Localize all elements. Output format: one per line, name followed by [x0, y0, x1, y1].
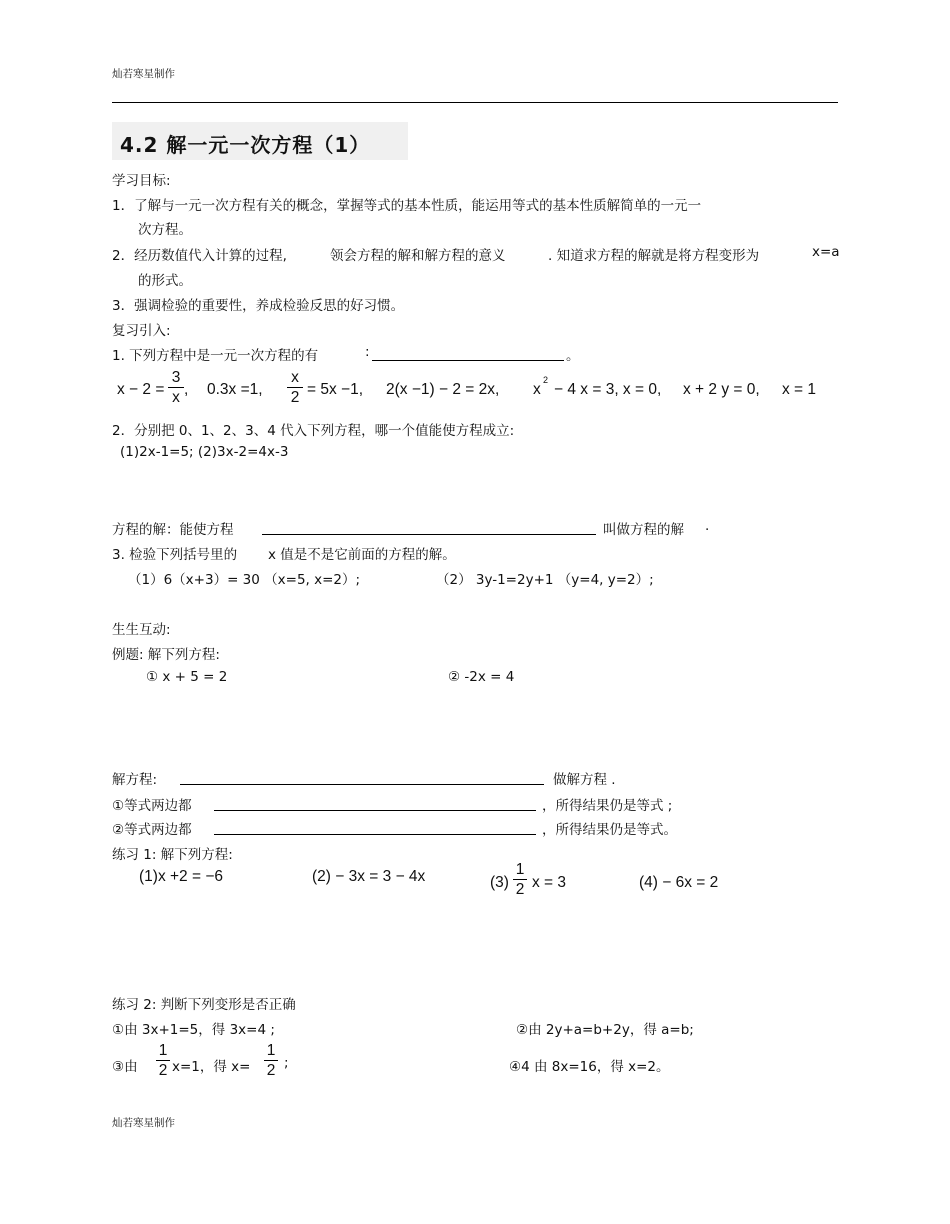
review-q3-item1: （1）6（x+3）= 30 （x=5, x=2）; [128, 572, 361, 588]
answer-blank[interactable] [372, 346, 564, 361]
property-2-suffix: ，所得结果仍是等式。 [542, 822, 677, 838]
definition-period: . [705, 518, 710, 534]
practice-2-item-1: ①由 3x+1=5，得 3x=4 ; [112, 1022, 275, 1038]
eq1-numerator: 3 [171, 369, 181, 386]
fraction-bar [156, 1060, 170, 1061]
practice-1-item-1: (1)x +2 = −6 [139, 868, 224, 885]
footer-credit: 灿若寒星制作 [112, 1117, 175, 1129]
eq6: x + 2 y = 0, [683, 381, 760, 398]
property-1-prefix: ①等式两边都 [112, 798, 192, 814]
review-q1: 1. 下列方程中是一元一次方程的有 [112, 348, 319, 364]
review-heading: 复习引入: [112, 323, 171, 339]
solve-blank[interactable] [180, 770, 544, 785]
practice-1-heading: 练习 1: 解下列方程: [112, 847, 233, 863]
definition-blank[interactable] [262, 520, 596, 535]
practice-2-numerator-a: 1 [158, 1042, 168, 1059]
example-2: ② -2x = 4 [448, 669, 515, 685]
goal-1: 1．了解与一元一次方程有关的概念，掌握等式的基本性质，能运用等式的基本性质解简单的一元一 [112, 198, 702, 214]
goal-2-a: 2．经历数值代入计算的过程, [112, 248, 287, 264]
practice-2-item-3-end: ; [284, 1055, 289, 1071]
practice-1-numerator: 1 [515, 861, 525, 878]
eq1-left: x − 2 = [117, 381, 165, 398]
header-divider [112, 102, 838, 103]
goal-2-d: x=a [812, 244, 840, 260]
practice-2-fraction-b [264, 1042, 278, 1079]
review-q2: 2．分别把 0、1、2、3、4 代入下列方程，哪一个值能使方程成立: [112, 423, 515, 439]
property-2-blank[interactable] [214, 820, 536, 835]
definition-suffix: 叫做方程的解 [603, 522, 684, 538]
goals-heading: 学习目标: [112, 173, 171, 189]
practice-1-denominator: 2 [515, 881, 525, 898]
fraction-bar [168, 387, 184, 388]
eq3-right: = 5x −1, [307, 381, 364, 398]
eq1-denominator: x [172, 389, 180, 406]
practice-1-item-3-prefix: (3) [490, 874, 509, 891]
practice-2-denominator-a: 2 [158, 1062, 168, 1079]
eq7: x = 1 [782, 381, 817, 398]
practice-2-numerator-b: 1 [266, 1042, 276, 1059]
fraction-bar [513, 879, 527, 880]
practice-1-item-4: (4) − 6x = 2 [639, 874, 719, 891]
fraction-bar [287, 387, 303, 388]
practice-2-item-3-middle: x=1，得 x= [172, 1059, 251, 1075]
eq5-exponent: 2 [543, 375, 549, 385]
eq1-end: , [184, 381, 189, 398]
practice-2-denominator-b: 2 [266, 1062, 276, 1079]
review-q3-item2: （2） 3y-1=2y+1 （y=4, y=2）; [436, 572, 654, 588]
eq5-rest: − 4 x = 3, x = 0, [554, 381, 662, 398]
practice-2-fraction-a [156, 1042, 170, 1079]
property-1-blank[interactable] [214, 796, 536, 811]
eq5-base: x [533, 381, 541, 398]
property-2-prefix: ②等式两边都 [112, 822, 192, 838]
goal-1-cont: 次方程。 [138, 222, 192, 238]
review-q1-end: 。 [566, 348, 580, 364]
solve-prefix: 解方程: [112, 772, 158, 788]
practice-1-fraction [513, 861, 527, 898]
practice-2-heading: 练习 2: 判断下列变形是否正确 [112, 997, 296, 1013]
practice-2-item-3-prefix: ③由 [112, 1059, 138, 1075]
example-heading: 例题: 解下列方程: [112, 647, 220, 663]
fraction-bar [264, 1060, 278, 1061]
practice-2-item-2: ②由 2y+a=b+2y，得 a=b; [516, 1022, 694, 1038]
eq3-denominator: 2 [290, 389, 300, 406]
eq3-fraction [287, 369, 303, 406]
example-1: ① x + 5 = 2 [146, 669, 228, 685]
eq2: 0.3x =1, [207, 381, 263, 398]
review-q3-a: 3. 检验下列括号里的 [112, 547, 238, 563]
goal-2-c: . 知道求方程的解就是将方程变形为 [548, 248, 760, 264]
goal-2-b: 领会方程的解和解方程的意义 [330, 248, 506, 264]
eq4: 2(x −1) − 2 = 2x, [386, 381, 500, 398]
review-q3-b: x 值是不是它前面的方程的解。 [268, 547, 456, 563]
interact-heading: 生生互动: [112, 622, 171, 638]
practice-2-item-4: ④4 由 8x=16，得 x=2。 [509, 1059, 670, 1075]
goal-2-cont: 的形式。 [138, 273, 192, 289]
eq1-fraction [168, 369, 184, 406]
header-credit: 灿若寒星制作 [112, 68, 175, 80]
goal-3: 3．强调检验的重要性，养成检验反思的好习惯。 [112, 298, 405, 314]
practice-1-item-3-rest: x = 3 [532, 874, 567, 891]
review-q2-equations: (1)2x-1=5; (2)3x-2=4x-3 [120, 444, 289, 460]
solve-suffix: 做解方程 . [553, 772, 616, 788]
eq3-numerator: x [291, 369, 299, 386]
review-q1-colon: : [365, 344, 370, 360]
page-title: 4.2 解一元一次方程（1） [120, 133, 371, 157]
property-1-suffix: ，所得结果仍是等式 ; [542, 798, 673, 814]
practice-1-item-2: (2) − 3x = 3 − 4x [312, 868, 426, 885]
definition-prefix: 方程的解：能使方程 [112, 522, 234, 538]
